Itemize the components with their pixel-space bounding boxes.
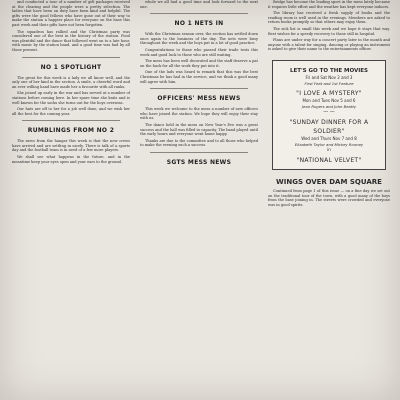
column-right — [268, 0, 390, 209]
movies-heading: LET'S GO TO THE MOVIES — [289, 67, 369, 74]
movie-times: First Feat and 1st Feature — [304, 80, 354, 86]
body-paragraph: The sick list is small this week and we hope it stays that way. Best wishes for a speedy recovery to those still in hospital. — [268, 26, 390, 36]
divider — [22, 57, 120, 58]
section-heading-wings: WINGS OVER DAM SQUARE — [276, 177, 382, 186]
divider — [150, 152, 248, 153]
column-middle — [140, 0, 258, 171]
body-paragraph: Continued from page 1 of this issue — on a fine day we set out on the traditional tour of the town, with a good many of the boys from the base joining in. The streets were crowded and everyone was in good spirits. — [268, 188, 390, 207]
body-paragraph: Bridge has become the leading sport in the mess lately because it requires little effort and the weather has kept everyone indoors. — [268, 0, 390, 9]
body-paragraph: The news from the hangar this week is that the new crews have arrived and are settling in nicely. There is talk of a sports day and the football team is in need of a few more players. — [12, 139, 130, 153]
section-heading-officers-mess: OFFICERS' MESS NEWS — [157, 95, 241, 103]
movie-title: "NATIONAL VELVET" — [296, 156, 362, 164]
movie-title: "SUNDAY DINNER FOR A SOLDIER" — [289, 118, 369, 135]
body-paragraph: Plans are under way for a concert party later in the month and anyone with a talent for singing, dancing or playing an instrument is asked to give their name to the entertainments officer. — [268, 38, 390, 52]
body-paragraph: The library has received a fresh supply of books and the reading room is well used in the evenings. Members are asked to return books promptly so that others may enjoy them. — [268, 11, 390, 25]
body-paragraph: She joined up early in the war and has served at a number of stations before coming here. In her spare time she knits and is well known for the socks she turns out for the boys overseas. — [12, 91, 130, 105]
movie-schedule: Wed and Thurs Nov 7 and 8 — [301, 135, 357, 141]
body-paragraph: With the Christmas season over, the section has settled down once again to the business of the day. The nets were busy throughout the week and the boys put in a lot of good practice. — [140, 32, 258, 46]
movie-cast: Jean Rogers and John Beatty — [301, 103, 357, 109]
body-paragraph: One of the lads was heard to remark that this was the best Christmas he has had in the service, and we think a good many will agree with him. — [140, 70, 258, 84]
movie-cast: Elizabeth Taylor and Mickey Rooney — [294, 141, 364, 147]
movie-title: "I LOVE A MYSTERY" — [296, 89, 362, 97]
body-paragraph: The mess has been well decorated and the staff deserve a pat on the back for all the work they put into it. — [140, 59, 258, 68]
body-paragraph: We shall see what happens in the future, and in the meantime keep your eyes open and your ears to the ground. — [12, 155, 130, 164]
body-paragraph: and conducted a tour of a number of gift packages received at the clearing and the people were a pretty selection. The ladies that have been on duty have been kind and helpful. The gifts were the good fellows who have gone out of their way to make the station a happier place for everyone on the base this past week and their gifts have not been forgotten. — [12, 0, 130, 27]
body-paragraph: Thanks are due to the committee and to all those who helped to make the evening such a success. — [140, 138, 258, 148]
body-paragraph: The squadron has rallied and the Christmas party was considered one of the best in the history of the station. Food was plentiful and the dance that followed went on to a late hour, with music by the station band, and a good time was had by all those present. — [12, 29, 130, 52]
section-heading-nets: NO 1 NETS IN — [174, 20, 224, 28]
movie-schedule: Fri and Sat Nov 2 and 3 — [305, 74, 353, 80]
body-paragraph: The great for this week is a lady we all know well, and the only one of her kind in the section. A smile, a cheerful word and an ever willing hand have made her a favourite with all ranks. — [12, 75, 130, 89]
section-heading-ramblings: RUMBLINGS FROM NO 2 — [27, 127, 115, 135]
divider — [150, 13, 248, 14]
body-paragraph: Our hats are off to her for a job well done, and we wish her all the best for the coming year. — [12, 107, 130, 116]
movie-separator: — — — [323, 108, 335, 115]
movie-in-label: in — [327, 146, 331, 152]
movie-schedule: Mon and Tues Nov 5 and 6 — [302, 97, 356, 103]
column-left — [12, 0, 130, 166]
section-heading-spotlight: NO 1 SPOTLIGHT — [40, 63, 102, 71]
body-paragraph: whole we all had a good time and look forward to the next one. — [140, 0, 258, 9]
body-paragraph: The dance held in the mess on New Year's Eve was a great success and the hall was filled to capacity. The band played until the early hours and everyone went home happy. — [140, 122, 258, 137]
body-paragraph: This week we welcome to the mess a number of new officers who have joined the station. We hope they will enjoy their stay with us. — [140, 107, 258, 121]
divider — [22, 120, 120, 121]
section-heading-sgts-mess: SGTS MESS NEWS — [166, 158, 232, 166]
divider — [150, 88, 248, 89]
movies-schedule-box — [272, 60, 386, 170]
body-paragraph: Congratulations to those who passed their trade tests this week and good luck to those who are still waiting. — [140, 47, 258, 57]
